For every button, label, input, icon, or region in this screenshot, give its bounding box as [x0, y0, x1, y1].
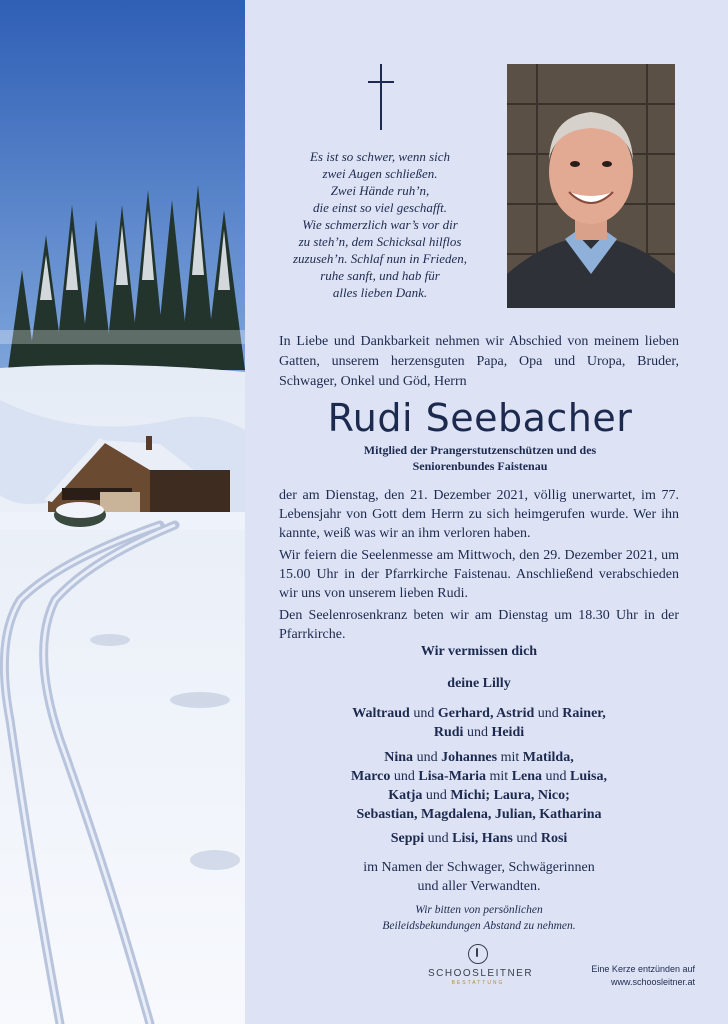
cross-icon [368, 64, 394, 130]
poem-line: Wie schmerzlich war’s vor dir [302, 217, 458, 232]
logo-subtitle: BESTATTUNG [451, 980, 505, 986]
poem-line: alles lieben Dank. [332, 285, 428, 300]
winter-landscape-image [0, 0, 245, 1024]
funeral-mass-info: Wir feiern die Seelenmesse am Mittwoch, den 29. Dezember 2021, um 15.00 Uhr in der Pfarrkirche Faistenau. Anschließend verabschieden wir uns von unserem lieben Rudi. [279, 548, 679, 601]
relatives-text [279, 858, 679, 896]
request-line: Beileidsbekundungen Abstand zu nehmen. [382, 920, 576, 932]
membership-line: Mitglied der Prangerstutzenschützen und des [363, 443, 597, 457]
poem-line: Zwei Hände ruh’n, [330, 183, 430, 198]
deceased-name: Rudi Seebacher [327, 396, 633, 440]
poem-line: ruhe sanft, und hab für [320, 268, 440, 283]
portrait-photo [507, 64, 675, 308]
family-line: Waltraud und Gerhard, Astrid und Rainer, [352, 706, 606, 721]
family-line: Nina und Johannes mit Matilda, [384, 750, 574, 765]
family-line: Seppi und Lisi, Hans und Rosi [390, 831, 568, 846]
family-line: Rudi und Heidi [433, 725, 525, 740]
miss-you-line: Wir vermissen dich [420, 644, 538, 659]
family-line: Sebastian, Magdalena, Julian, Katharina [356, 807, 602, 822]
rose-icon [468, 944, 488, 964]
death-announcement: der am Dienstag, den 21. Dezember 2021, völlig unerwartet, im 77. Lebensjahr von Gott dem Herrn zu sich heimgerufen wurde. Wer ihn kannte, weiß was wir an ihm verloren haben. [279, 488, 679, 541]
candle-url[interactable]: www.schoosleitner.at [610, 977, 695, 987]
family-group-children [279, 704, 679, 742]
family-group-siblings [279, 829, 679, 848]
poem-line: zu steh’n, dem Schicksal hilflos [298, 234, 462, 249]
relatives-line: und aller Verwandten. [417, 879, 541, 894]
family-group-grandchildren [279, 748, 679, 824]
candle-text: Eine Kerze entzünden auf [591, 964, 695, 974]
poem-line: zwei Augen schließen. [322, 166, 438, 181]
family-line: Marco und Lisa-Maria mit Lena und Luisa, [350, 769, 608, 784]
logo-brand: SCHOOSLEITNER [428, 968, 534, 979]
memorial-poem [270, 148, 490, 301]
funeral-home-logo [428, 944, 534, 986]
candle-link[interactable] [555, 963, 695, 989]
spouse-line: deine Lilly [447, 676, 511, 691]
intro-text: In Liebe und Dankbarkeit nehmen wir Abschied von meinem lieben Gatten, unserem herzensguten Papa, Opa und Uropa, Bruder, Schwager, Onkel und Göd, Herrn [279, 334, 679, 389]
poem-line: zuzuseh’n. Schlaf nun in Frieden, [292, 251, 468, 266]
rosary-info: Den Seelenrosenkranz beten wir am Dienstag um 18.30 Uhr in der Pfarrkirche. [279, 608, 679, 642]
relatives-line: im Namen der Schwager, Schwägerinnen [363, 860, 595, 875]
family-line: Katja und Michi; Laura, Nico; [388, 788, 570, 803]
condolence-request [279, 902, 679, 934]
membership-text [280, 442, 680, 474]
membership-line: Seniorenbundes Faistenau [412, 459, 548, 473]
poem-line: Es ist so schwer, wenn sich [309, 149, 451, 164]
request-line: Wir bitten von persönlichen [415, 904, 543, 916]
poem-line: die einst so viel geschafft. [313, 200, 447, 215]
